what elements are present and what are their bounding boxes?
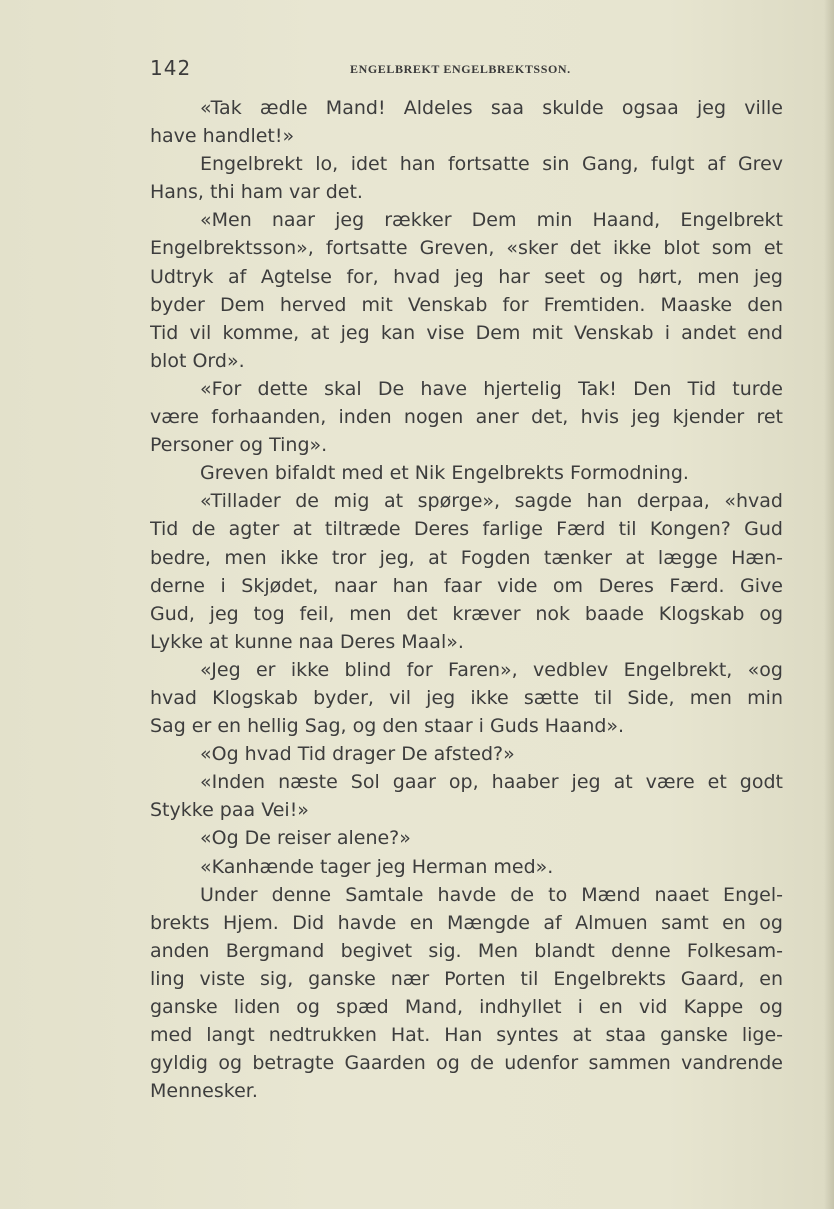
text-line: ganske liden og spæd Mand, indhyllet i en vid Kappe og (150, 996, 783, 1018)
text-line: Gud, jeg tog feil, men det kræver nok baade Klogskab og (150, 602, 783, 625)
text-line: Tid vil komme, at jeg kan vise Dem mit Venskab i andet end (150, 321, 783, 344)
text-line: anden Bergmand begivet sig. Men blandt denne Folkesam- (150, 939, 783, 962)
text-line: «Tillader de mig at spørge», sagde han derpaa, «hvad (200, 490, 783, 513)
text-line: med langt nedtrukken Hat. Han syntes at staa ganske lige- (150, 1024, 783, 1047)
text-line: Tid de agter at tiltræde Deres farlige Færd til Kongen? Gud (150, 518, 783, 541)
text-line: have handlet!» (150, 125, 295, 148)
text-line: Personer og Ting». (150, 434, 328, 457)
text-line: Stykke paa Vei!» (150, 799, 309, 822)
text-line: «Jeg er ikke blind for Faren», vedblev Engelbrekt, «og (200, 658, 783, 681)
text-line: Mennesker. (150, 1080, 258, 1103)
text-line: «Kanhænde tager jeg Herman med». (200, 855, 554, 878)
text-line: «Og De reiser alene?» (200, 827, 411, 850)
text-line: «Inden næste Sol gaar op, haaber jeg at være et godt (200, 771, 783, 794)
text-line: bedre, men ikke tror jeg, at Fogden tænker at lægge Hæn- (150, 546, 783, 569)
text-line: «Og hvad Tid drager De afsted?» (200, 743, 515, 766)
text-line: ling viste sig, ganske nær Porten til Engelbrekts Gaard, en (150, 967, 783, 990)
text-line: brekts Hjem. Did havde en Mængde af Almuen samt en og (150, 911, 783, 934)
text-line: blot Ord». (150, 349, 245, 372)
text-line: «For dette skal De have hjertelig Tak! Den Tid turde (200, 377, 783, 400)
text-line: Hans, thi ham var det. (150, 181, 363, 204)
page-header (150, 56, 782, 84)
text-line: «Tak ædle Mand! Aldeles saa skulde ogsaa jeg ville (200, 97, 783, 119)
page-edge-shadow (824, 0, 834, 1209)
body-text (150, 94, 783, 1105)
page-number: 142 (150, 56, 192, 80)
text-line: Sag er en hellig Sag, og den staar i Guds Haand». (150, 715, 625, 738)
text-line: gyldig og betragte Gaarden og de udenfor sammen vandrende (150, 1052, 783, 1075)
text-line: Lykke at kunne naa Deres Maal». (150, 630, 464, 653)
text-line: Udtryk af Agtelse for, hvad jeg har seet og hørt, men jeg (150, 265, 783, 288)
text-line: være forhaanden, inden nogen aner det, hvis jeg kjender ret (150, 406, 783, 429)
running-head: ENGELBREKT ENGELBREKTSSON. (350, 62, 571, 76)
text-line: Engelbrektsson», fortsatte Greven, «sker det ikke blot som et (150, 237, 783, 260)
text-line: Greven bifaldt med et Nik Engelbrekts Formodning. (200, 462, 689, 485)
text-line: byder Dem herved mit Venskab for Fremtiden. Maaske den (150, 293, 783, 316)
text-line: hvad Klogskab byder, vil jeg ikke sætte til Side, men min (150, 686, 783, 709)
text-line: «Men naar jeg rækker Dem min Haand, Engelbrekt (200, 209, 783, 232)
text-line: Under denne Samtale havde de to Mænd naaet Engel- (200, 883, 783, 906)
text-line: Engelbrekt lo, idet han fortsatte sin Gang, fulgt af Grev (200, 153, 783, 176)
text-line: derne i Skjødet, naar han faar vide om Deres Færd. Give (150, 574, 783, 597)
